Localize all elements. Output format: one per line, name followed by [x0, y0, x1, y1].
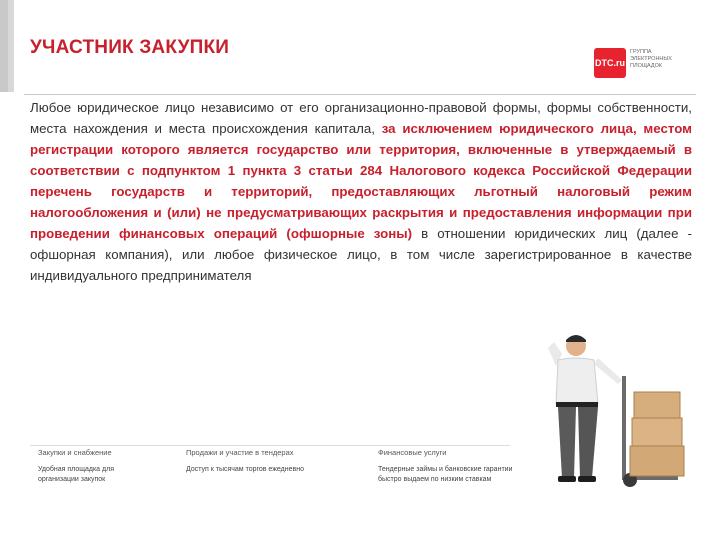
- title-divider: [24, 94, 696, 95]
- paragraph-exception-highlight: за исключением юридического лица, местом регистрации которого является государство или территория, включенные в утверждаемый в соответствии с подпунктом 1 пункта 3 статьи 284 Налогового кодекса Российской Федерации перечень государств и территорий, предоставляющих льготный налоговый режим налогообложения и (или) не предусматривающих раскрытия и предоставления информации при проведении финансовых операций (офшорные зоны): [30, 121, 692, 241]
- logo-line: ПЛОЩАДОК: [630, 63, 663, 69]
- footer-heading: Продажи и участие в тендерах: [186, 448, 294, 457]
- footer-heading: Закупки и снабжение: [38, 448, 112, 457]
- footer-text: Удобная площадка для: [38, 466, 114, 473]
- logo-badge: DTC.ru: [594, 48, 626, 78]
- slide-title: УЧАСТНИК ЗАКУПКИ: [30, 37, 230, 58]
- definition-paragraph: [30, 97, 692, 286]
- paragraph-ending: в отношении юридических лиц (далее - офшорная компания), или любое физическое лицо, в том числе зарегистрированное в качестве индивидуального предпринимателя: [30, 226, 692, 283]
- courier-with-boxes-illustration: [518, 328, 696, 488]
- logo-line: ГРУППА: [630, 49, 652, 55]
- logo-line: ЭЛЕКТРОННЫХ: [630, 56, 672, 62]
- paragraph-intro: Любое юридическое лицо независимо от его организационно-правовой формы, формы собственности, места нахождения и места происхождения капитала,: [30, 100, 692, 136]
- footer-text: Тендерные займы и банковские гарантии: [378, 466, 513, 473]
- footer-column-finance: [378, 448, 538, 485]
- company-logo: [594, 48, 694, 84]
- footer-heading: Финансовые услуги: [378, 448, 447, 457]
- left-accent-bar: [0, 0, 14, 92]
- footer-text: быстро выдаем по низким ставкам: [378, 476, 492, 483]
- left-accent-bar-inner: [0, 0, 8, 92]
- footer-divider: [30, 445, 510, 446]
- footer-text: организации закупок: [38, 476, 106, 483]
- logo-caption: [630, 49, 672, 70]
- footer-column-sales: [186, 448, 356, 475]
- footer-text: Доступ к тысячам торгов ежедневно: [186, 466, 304, 473]
- footer-column-procurement: [38, 448, 168, 485]
